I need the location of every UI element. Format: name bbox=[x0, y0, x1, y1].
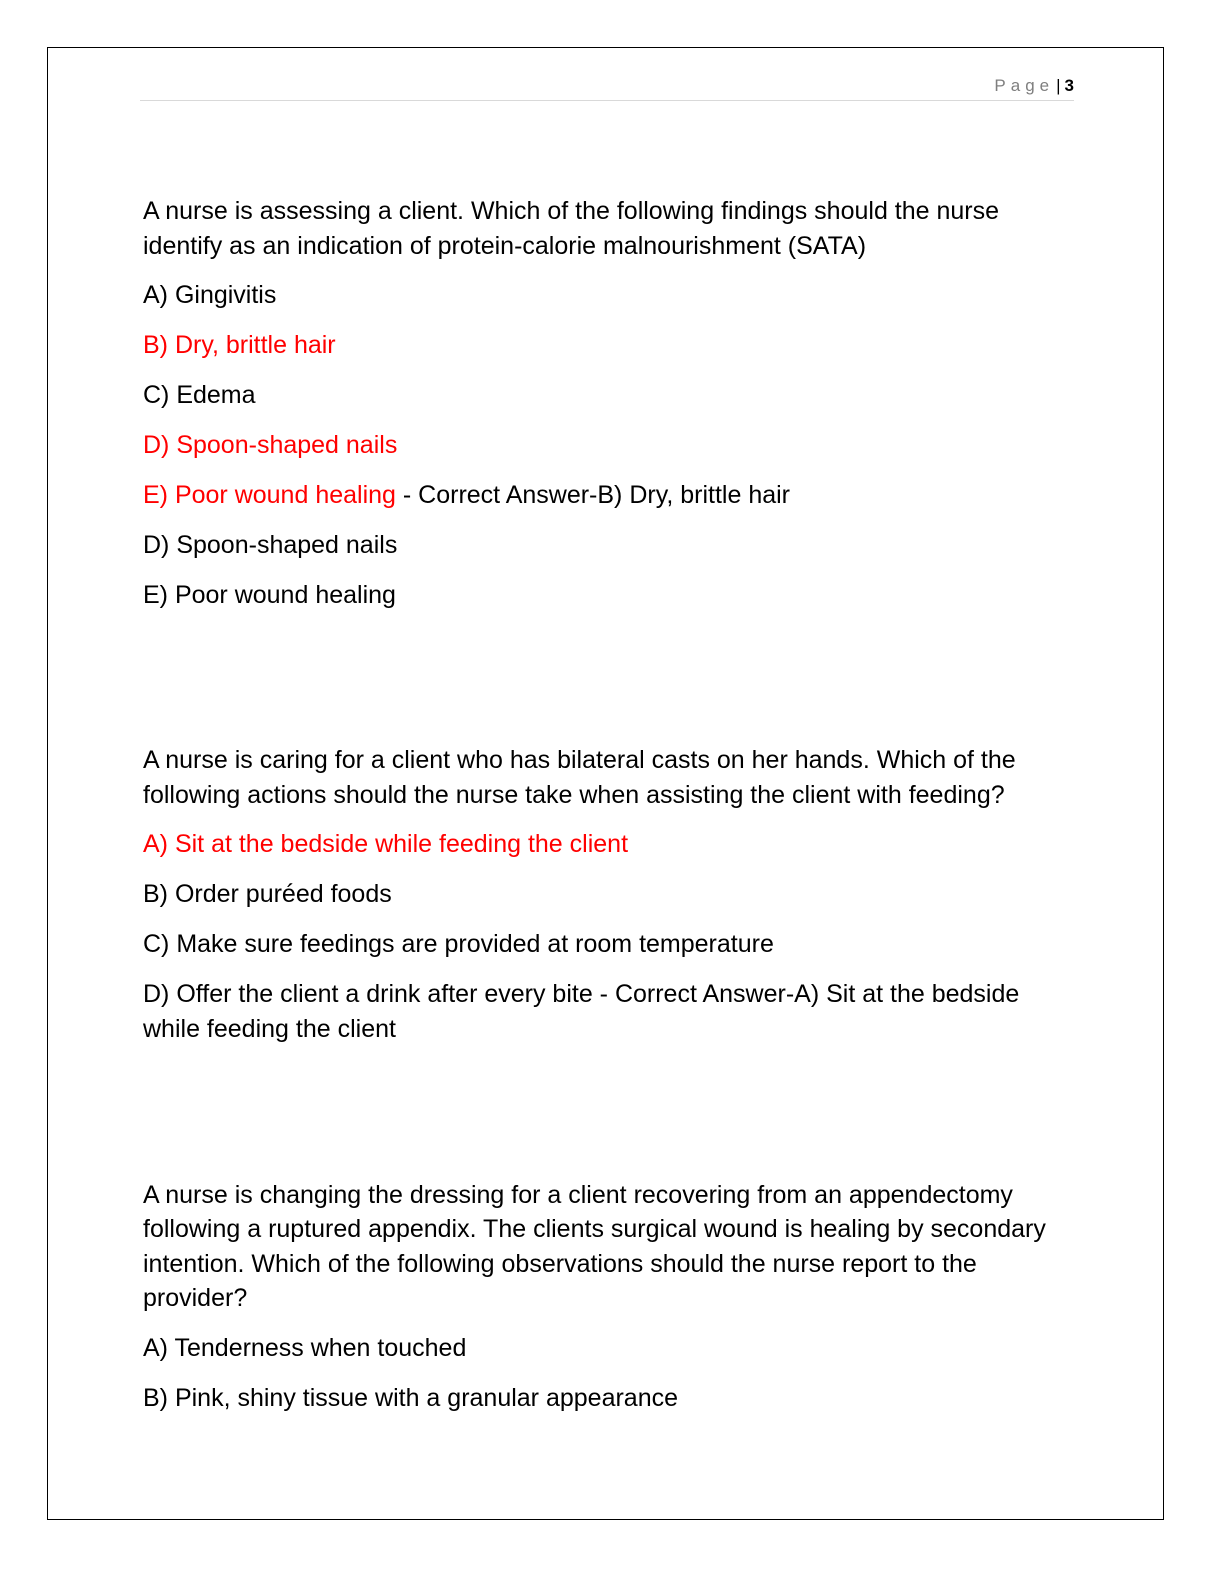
correct-answer-note: - Correct Answer-B) Dry, brittle hair bbox=[395, 481, 791, 509]
option-1a: A) Gingivitis bbox=[143, 281, 277, 309]
option-2a-correct: A) Sit at the bedside while feeding the client bbox=[143, 830, 629, 858]
answer-line-e: E) Poor wound healing bbox=[143, 581, 396, 609]
option-3a: A) Tenderness when touched bbox=[143, 1333, 467, 1362]
page-separator: | bbox=[1056, 76, 1061, 95]
option-1e-with-answer bbox=[143, 478, 1078, 513]
option-2c: C) Make sure feedings are provided at room temperature bbox=[143, 930, 774, 958]
option-1e-correct: E) Poor wound healing bbox=[143, 481, 396, 509]
page-number: 3 bbox=[1064, 76, 1074, 95]
question-block-2 bbox=[143, 743, 1078, 1046]
document-body bbox=[143, 194, 1078, 1431]
question-block-1 bbox=[143, 194, 1078, 613]
question-stem: A nurse is assessing a client. Which of the following findings should the nurse identify as an indication of protein-calorie malnourishment (SATA) bbox=[143, 197, 1000, 260]
answer-line-d: D) Spoon-shaped nails bbox=[143, 531, 398, 559]
page-header bbox=[140, 74, 1074, 101]
page-label: Page bbox=[994, 76, 1055, 95]
spacer bbox=[143, 1062, 1078, 1178]
question-block-3 bbox=[143, 1178, 1078, 1416]
option-2d-with-answer: D) Offer the client a drink after every bite - Correct Answer-A) Sit at the bedside while feeding the client bbox=[143, 980, 1020, 1043]
option-1b-correct: B) Dry, brittle hair bbox=[143, 331, 336, 359]
question-stem: A nurse is changing the dressing for a client recovering from an appendectomy following a ruptured appendix. The clients surgical wound is healing by secondary intention. Which of the following observations should the nurse report to the provider? bbox=[143, 1180, 1046, 1312]
question-stem: A nurse is caring for a client who has bilateral casts on her hands. Which of the following actions should the nurse take when assisting the client with feeding? bbox=[143, 746, 1016, 809]
option-3b: B) Pink, shiny tissue with a granular appearance bbox=[143, 1383, 679, 1412]
option-1d-correct: D) Spoon-shaped nails bbox=[143, 431, 398, 459]
spacer bbox=[143, 628, 1078, 743]
option-1c: C) Edema bbox=[143, 381, 256, 409]
option-2b: B) Order puréed foods bbox=[143, 880, 392, 908]
